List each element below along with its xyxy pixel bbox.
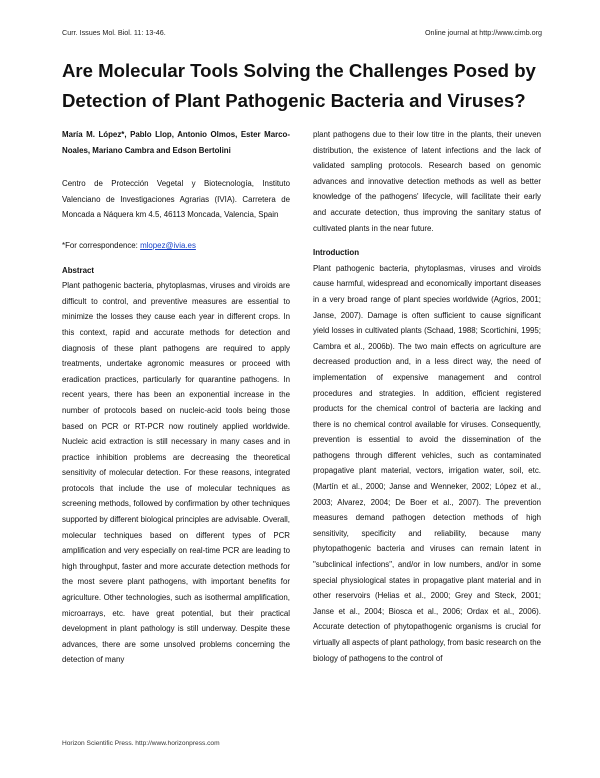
- affiliation: Centro de Protección Vegetal y Biotecnología, Instituto Valenciano de Investigaciones Agrarias (IVIA). Carretera de Moncada a Náquera km 4.5, 46113 Moncada, Valencia, Spain: [62, 179, 290, 220]
- right-column: [313, 127, 541, 666]
- journal-citation: Curr. Issues Mol. Biol. 11: 13-46.: [62, 28, 166, 37]
- correspondence-label: *For correspondence:: [62, 240, 141, 250]
- abstract-continuation: plant pathogens due to their low titre in the plants, their uneven distribution, the existence of latent infections and the lack of validated sampling protocols. Research based on genomic advances and innovative detection methods as well as better knowledge of the pathogens' lifecycle, will facilitate their early and accurate detection, thus improving the sanitary status of cultivated plants in the near future.: [313, 130, 541, 233]
- journal-url: Online journal at http://www.cimb.org: [424, 28, 542, 37]
- correspondence-email-link[interactable]: mlopez@ivia.es: [140, 240, 196, 250]
- correspondence: [62, 238, 290, 254]
- publisher-footer: Horizon Scientific Press. http://www.horizonpress.com: [62, 740, 220, 747]
- author-list: María M. López*, Pablo Llop, Antonio Olmos, Ester Marco-Noales, Mariano Cambra and Edson Bertolini: [62, 130, 290, 155]
- introduction-text: Plant pathogenic bacteria, phytoplasmas, viruses and viroids cause harmful, widespread and economically important diseases in a very broad range of plant species worldwide (Agrios, 2001; Janse, 2007). Damage is often sufficient to cause significant yield losses in cultivated plants (Schaad, 1988; Scortichini, 1995; Cambra et al., 2006b). The two main effects on agriculture are decreased production and, in a less direct way, the need of implementation of expensive management and control procedures and strategies. In addition, efficient registered products for the chemical control of bacteria are lacking and there is no chemical control available for viruses. Consequently, prevention is essential to avoid the dissemination of the pathogens through different vehicles, such as contaminated propagative plant material, vectors, irrigation water, soil, etc. (Martín et al., 2000; Janse and Wenneker, 2002; López et al., 2003; Alvarez, 2004; De Boer et al., 2007). The prevention measures demand pathogen detection methods of high sensitivity, specificity and reliability, because many phytopathogenic bacteria and viruses can remain latent in "subclinical infections", and/or in low numbers, and/or in some special physiological states in propagative plant material and in other reservoirs (Helias et al., 2000; Grey and Steck, 2001; Janse et al., 2004; Biosca et al., 2006; Ordax et al., 2006). Accurate detection of phytopathogenic organisms is crucial for virtually all aspects of plant pathology, from basic research on the biology of pathogens to the control of: [313, 263, 541, 663]
- abstract-text: Plant pathogenic bacteria, phytoplasmas, viruses and viroids are difficult to control, and preventive measures are essential to minimize the losses they cause each year in different crops. In this context, rapid and accurate methods for detection and diagnosis of these plant pathogens are required to apply treatments, undertake agronomic measures or proceed with eradication practices, particularly for quarantine pathogens. In recent years, there has been an exponential increase in the number of protocols based on nucleic-acid tools being those based on PCR or RT-PCR now routinely applied worldwide. Nucleic acid extraction is still necessary in many cases and in practice inhibition problems are decreasing the theoretical sensitivity of molecular detection. For these reasons, integrated protocols that include the use of molecular techniques as screening methods, followed by confirmation by other techniques supported by different biological principles are advisable. Overall, molecular techniques based on different types of PCR amplification and very especially on real-time PCR are leading to high throughput, faster and more accurate detection methods for the most severe plant pathogens, with important benefits for agriculture. Other technologies, such as isothermal amplification, microarrays, etc. have great potential, but their practical development in plant pathology is still underway. Despite these advances, there are some unsolved problems concerning the detection of many: [62, 281, 290, 665]
- article-title: Are Molecular Tools Solving the Challenges Posed by Detection of Plant Pathogenic Bacteria and Viruses?: [62, 60, 536, 111]
- left-column: [62, 127, 290, 668]
- abstract-heading: Abstract: [62, 265, 95, 275]
- introduction-heading: Introduction: [313, 248, 360, 258]
